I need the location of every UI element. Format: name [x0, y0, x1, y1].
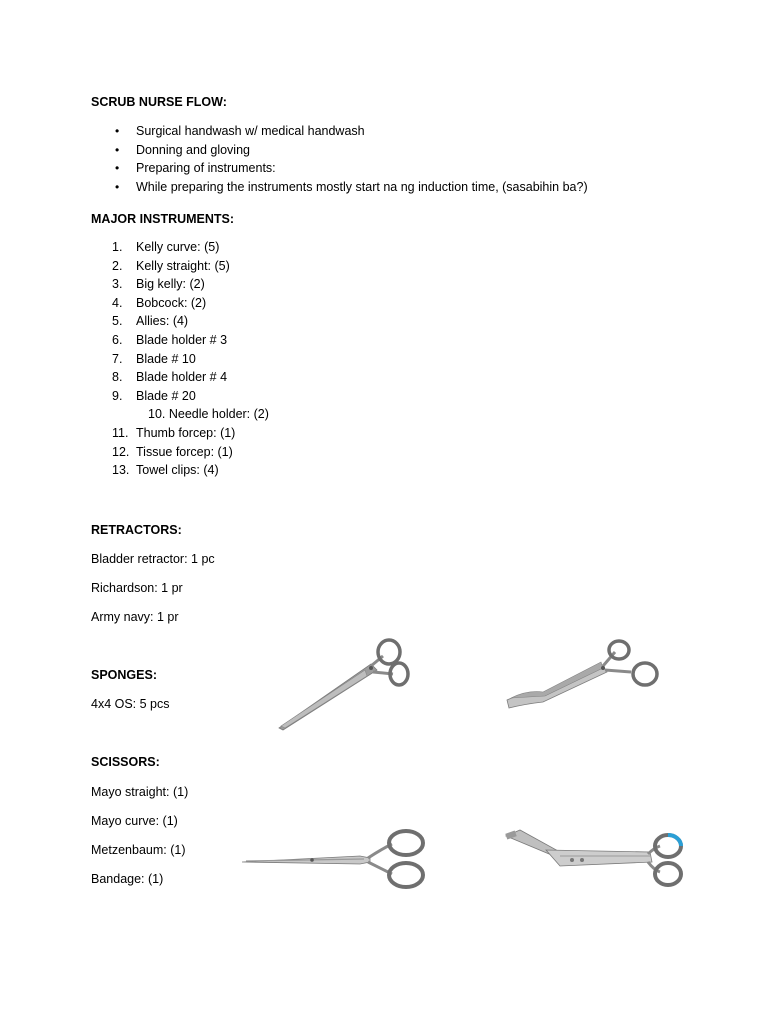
list-item: • Donning and gloving	[91, 141, 588, 160]
bullet-icon: •	[115, 180, 120, 195]
scissors-item: Mayo curve: (1)	[91, 814, 178, 828]
metzenbaum-scissors-image	[240, 828, 430, 892]
scissors-item: Mayo straight: (1)	[91, 785, 189, 799]
list-item: • Preparing of instruments:	[91, 159, 588, 178]
retractor-item: Bladder retractor: 1 pc	[91, 552, 215, 566]
retractors-heading: RETRACTORS:	[91, 523, 182, 537]
sponge-item: 4x4 OS: 5 pcs	[91, 697, 170, 711]
mayo-straight-scissors-image	[275, 636, 415, 734]
bullet-icon: •	[115, 124, 120, 138]
scissors-item: Bandage: (1)	[91, 872, 164, 886]
major-instruments-heading: MAJOR INSTRUMENTS:	[91, 212, 235, 226]
bullet-icon: •	[115, 161, 120, 176]
scrub-nurse-flow-list	[91, 122, 588, 197]
retractor-item: Richardson: 1 pr	[91, 581, 183, 595]
retractor-item: Army navy: 1 pr	[91, 610, 179, 624]
sponges-heading: SPONGES:	[91, 668, 157, 682]
scissors-item: Metzenbaum: (1)	[91, 843, 186, 857]
bullet-icon: •	[115, 142, 120, 157]
list-item: • While preparing the instruments mostly start na ng induction time, (sasabihin ba?)	[91, 178, 588, 197]
bandage-scissors-image	[500, 826, 690, 896]
list-item: • Surgical handwash w/ medical handwash	[91, 122, 588, 141]
scrub-nurse-flow-heading: SCRUB NURSE FLOW:	[91, 95, 227, 109]
document-page: SCRUB NURSE FLOW: • Surgical handwash w/ medical handwash • Donning and gloving • Preparing of instruments: • While preparing the instruments mostly start na ng induction time, (sasabihin ba?) MAJOR INSTRUMENTS: 1. Kelly curve: (5) 2. Kelly straight: (5) 3. Big kelly: (2) 4. Bobcock: (2) 5. Allies: (4) 6. Blade holder # 3 7. Blade # 10 8. Blade holder # 4 9. Blade # 20 10. Needle holder: (2) 11. Thumb forcep: (1) 12. Tissue forcep: (1) 13. Towel clips: (4) RETRACTORS: Bladder retractor: 1 pc Richardson: 1 pr Army navy: 1 pr SPONGES: 4x4 OS: 5 pcs SCISSORS: Mayo straight: (1) Mayo curve: (1) Metzenbaum: (1) Bandage: (1)	[0, 0, 768, 1024]
scissors-heading: SCISSORS:	[91, 755, 160, 769]
mayo-curve-scissors-image	[503, 638, 663, 716]
